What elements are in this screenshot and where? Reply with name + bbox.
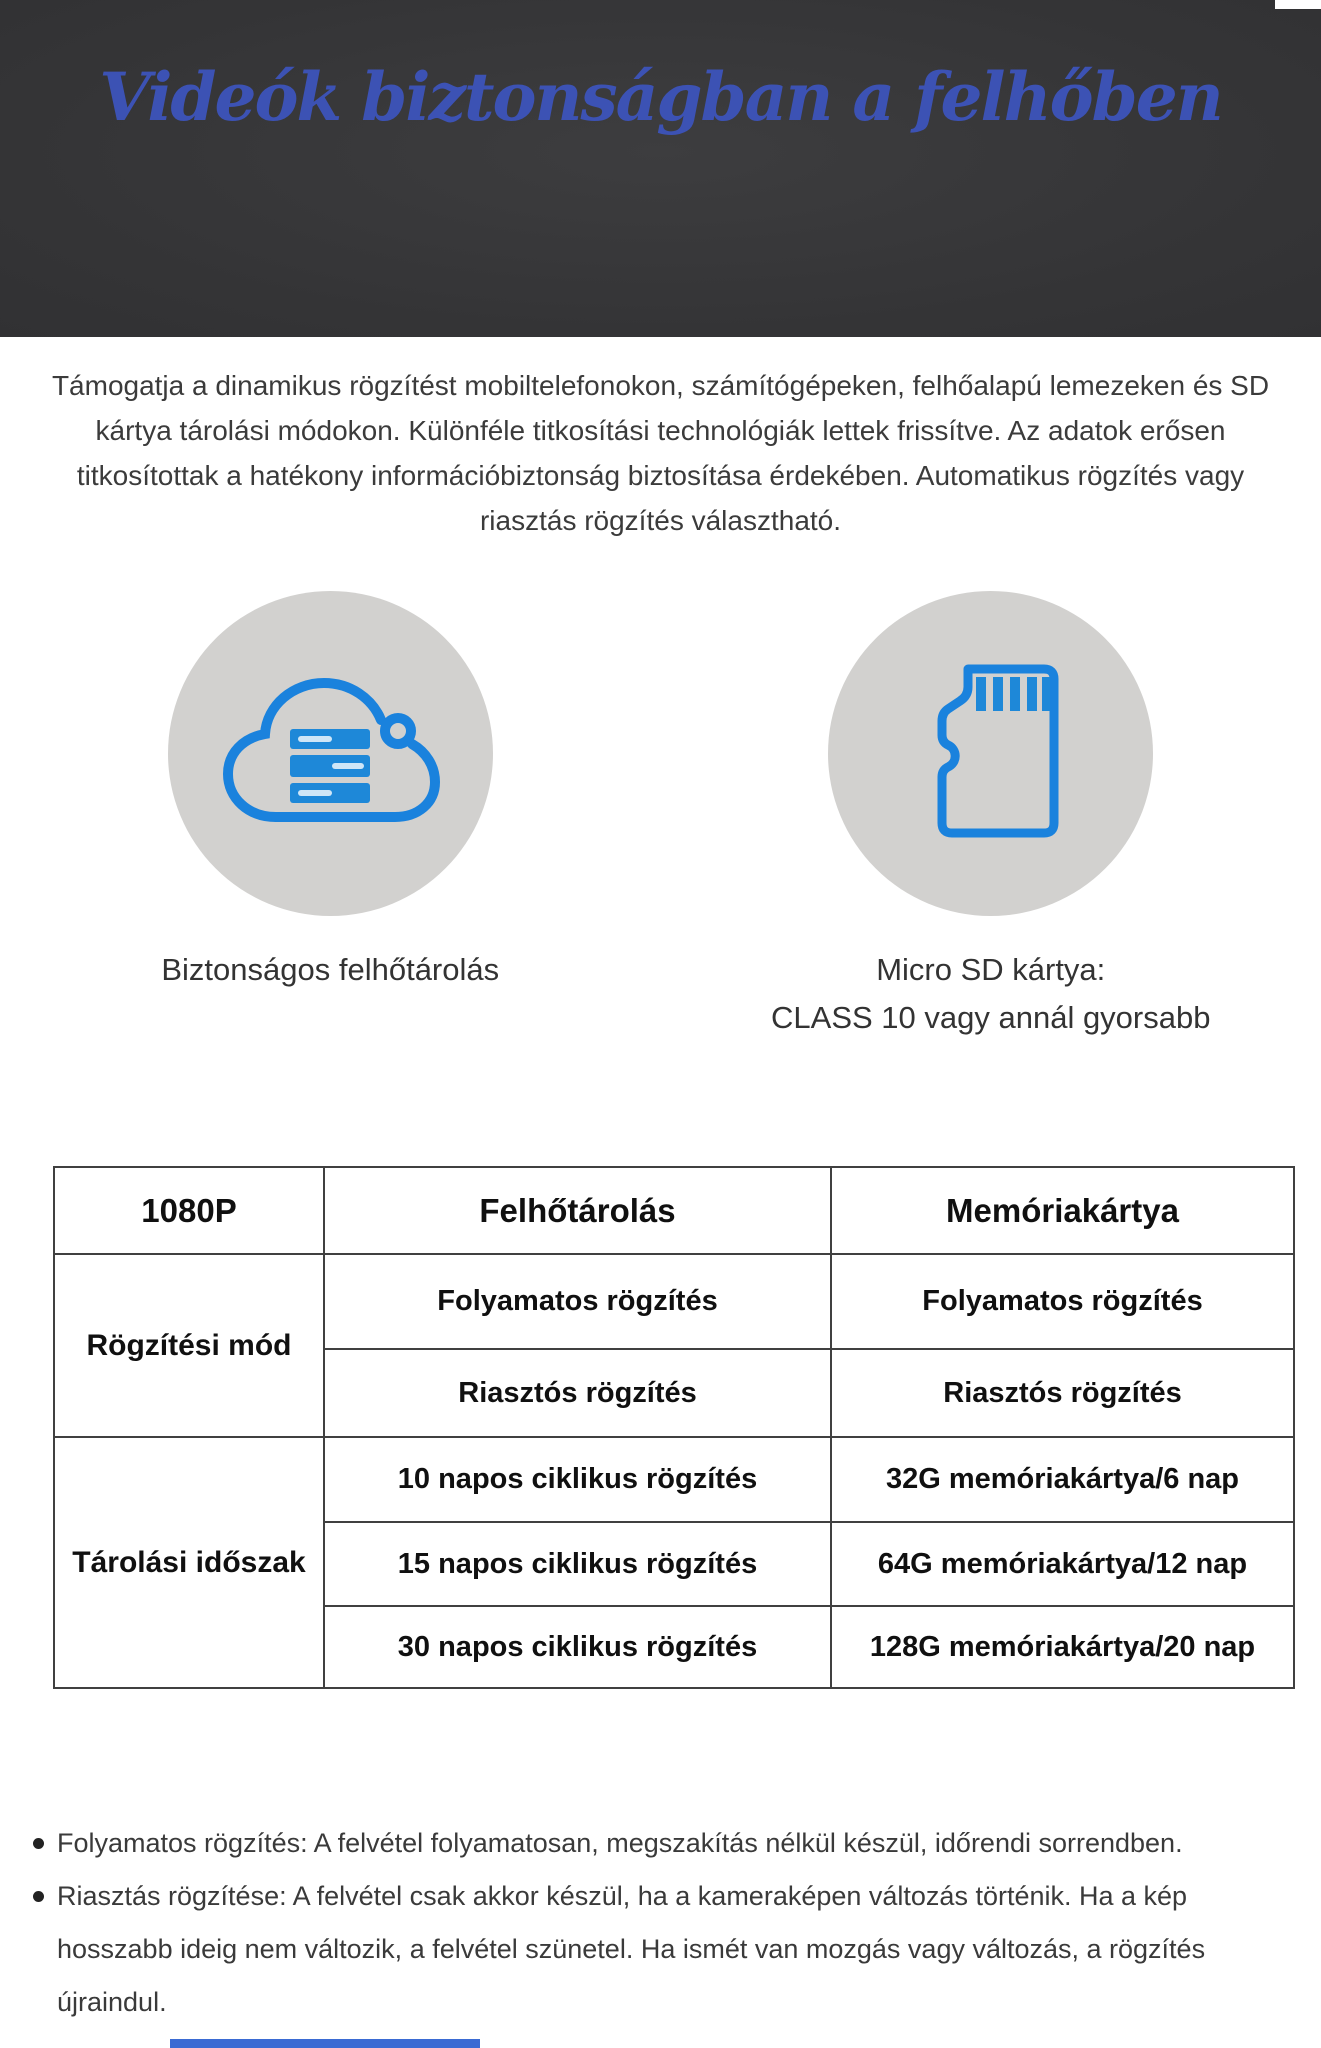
- column-header-memory-card: Memóriakártya: [831, 1167, 1294, 1254]
- cell-cloud-10-day: 10 napos ciklikus rögzítés: [324, 1437, 831, 1522]
- cell-cloud-continuous: Folyamatos rögzítés: [324, 1254, 831, 1349]
- cell-card-64g: 64G memóriakártya/12 nap: [831, 1522, 1294, 1606]
- feature-row: [0, 591, 1321, 1042]
- micro-sd-card-icon: [916, 661, 1066, 846]
- cell-cloud-30-day: 30 napos ciklikus rögzítés: [324, 1606, 831, 1688]
- cloud-feature-caption: Biztonságos felhőtárolás: [161, 952, 500, 987]
- sd-feature-circle: [828, 591, 1153, 916]
- list-item: Riasztás rögzítése: A felvétel csak akkor készül, ha a kameraképen változás történik. Ha a kép hosszabb ideig nem változik, a felvétel szünetel. Ha ismét van mozgás vagy változás, a rögzítés újraindul.: [33, 1870, 1305, 2029]
- page-title: Videók biztonságban a felhőben: [99, 58, 1222, 136]
- corner-notch: [1275, 0, 1321, 9]
- column-header-resolution: 1080P: [54, 1167, 324, 1254]
- sd-feature-caption: Micro SD kártya: CLASS 10 vagy annál gyorsabb: [771, 952, 1211, 1035]
- column-header-cloud: Felhőtárolás: [324, 1167, 831, 1254]
- list-item: Folyamatos rögzítés: A felvétel folyamatosan, megszakítás nélkül készül, időrendi sorrendben.: [33, 1817, 1305, 1870]
- intro-paragraph: Támogatja a dinamikus rögzítést mobiltelefonokon, számítógépeken, felhőalapú lemezeken és SD kártya tárolási módokon. Különféle titkosítási technológiák lettek frissítve. Az adatok erősen titkosítottak a hatékony információbiztonság biztosítása érdekében. Automatikus rögzítés vagy riasztás rögzítés választható.: [51, 370, 1270, 536]
- table-row: [54, 1437, 1294, 1522]
- cloud-server-icon: [214, 667, 446, 840]
- cell-card-128g: 128G memóriakártya/20 nap: [831, 1606, 1294, 1688]
- cell-card-continuous: Folyamatos rögzítés: [831, 1254, 1294, 1349]
- table-row: [54, 1254, 1294, 1349]
- feature-sd-card: [661, 591, 1321, 1042]
- cell-cloud-alarm: Riasztós rögzítés: [324, 1349, 831, 1437]
- cell-card-32g: 32G memóriakártya/6 nap: [831, 1437, 1294, 1522]
- next-section-edge: [170, 2039, 480, 2048]
- storage-spec-table: [53, 1166, 1295, 1689]
- cell-card-alarm: Riasztós rögzítés: [831, 1349, 1294, 1437]
- row-group-storage-period: Tárolási időszak: [54, 1437, 324, 1688]
- notes-list: [33, 1817, 1305, 2029]
- row-group-recording-mode: Rögzítési mód: [54, 1254, 324, 1437]
- feature-cloud-storage: [0, 591, 661, 1042]
- hero-banner: [0, 0, 1321, 337]
- table-header-row: [54, 1167, 1294, 1254]
- cell-cloud-15-day: 15 napos ciklikus rögzítés: [324, 1522, 831, 1606]
- cloud-feature-circle: [168, 591, 493, 916]
